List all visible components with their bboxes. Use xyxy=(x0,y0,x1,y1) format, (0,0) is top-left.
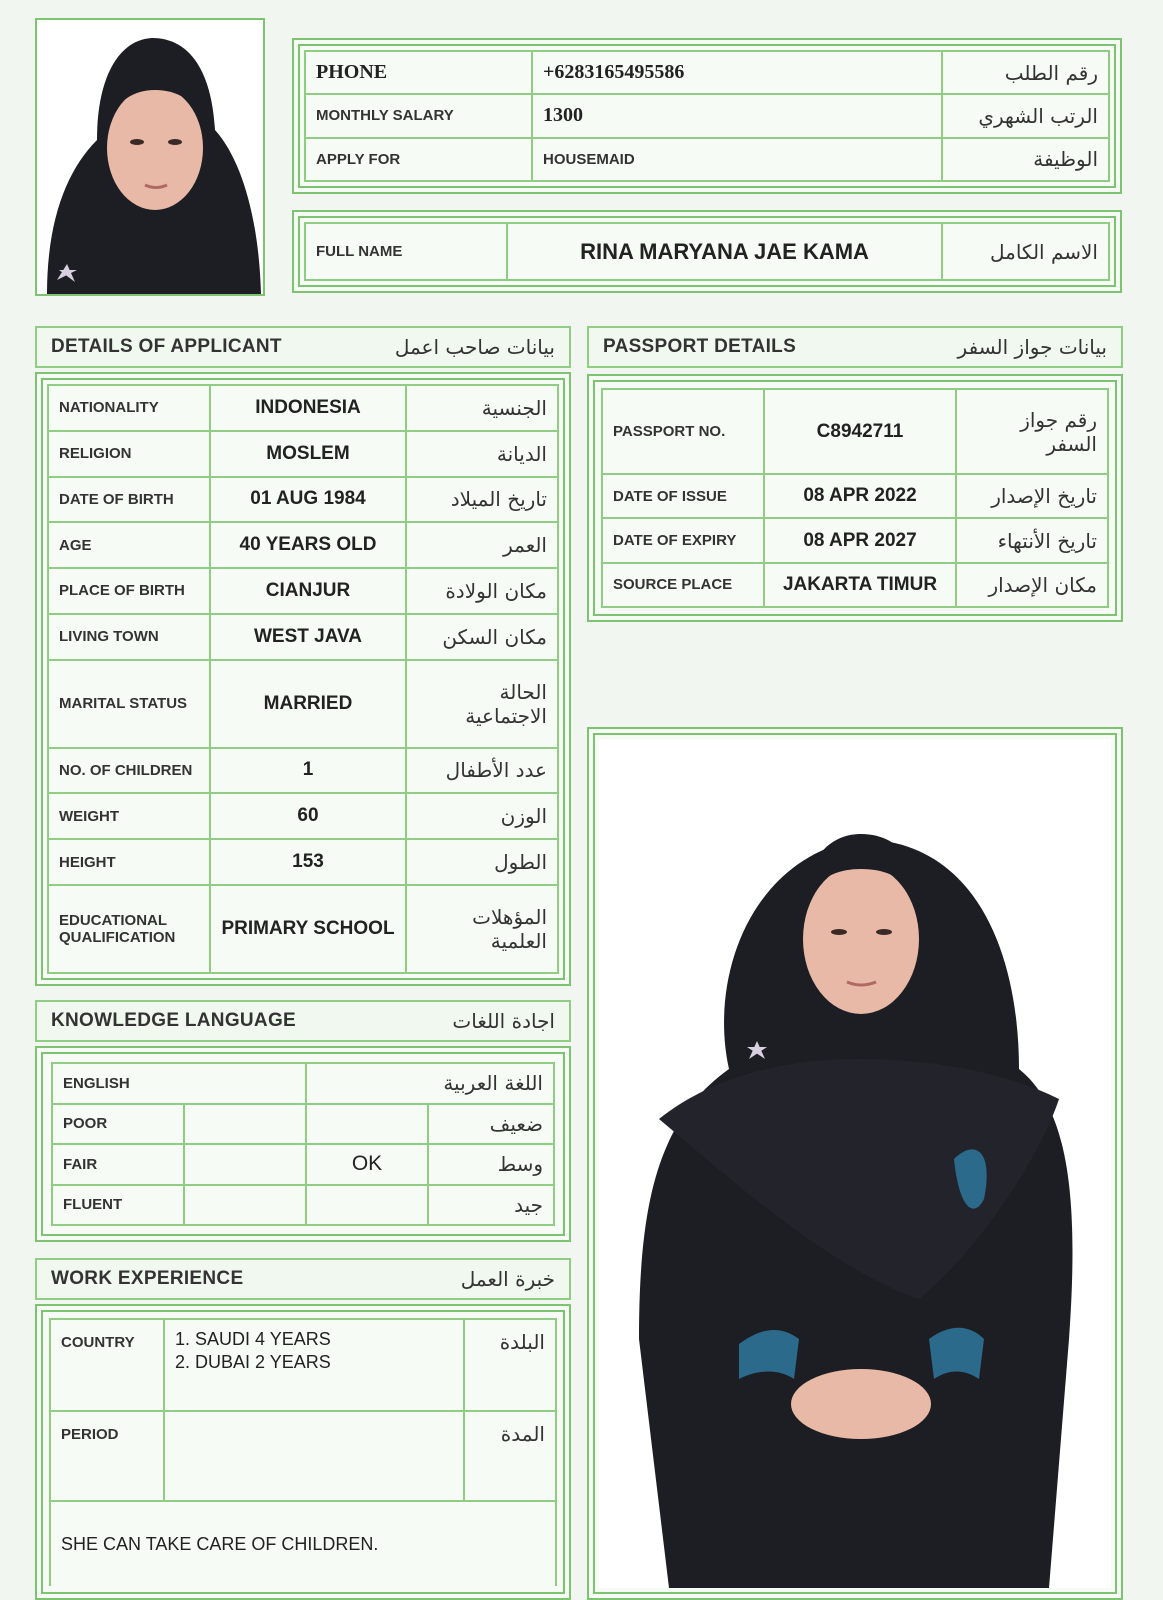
fluent-arabic xyxy=(306,1185,428,1226)
applicant-label-ar: الديانة xyxy=(406,431,558,477)
applicant-label-ar: المؤهلات العلمية xyxy=(406,885,558,973)
passport-value: 08 APR 2022 xyxy=(764,474,956,518)
applicant-label: PLACE OF BIRTH xyxy=(48,568,210,614)
passport-label: PASSPORT NO. xyxy=(602,389,764,474)
work-period-row xyxy=(50,1411,556,1501)
portrait-illustration xyxy=(37,20,263,294)
period-value xyxy=(164,1411,464,1501)
salary-label: MONTHLY SALARY xyxy=(305,94,532,137)
applicant-label: DATE OF BIRTH xyxy=(48,477,210,523)
applicant-label-ar: الوزن xyxy=(406,793,558,839)
fluent-english xyxy=(184,1185,306,1226)
applicant-header xyxy=(35,326,571,368)
level-poor: POOR xyxy=(52,1104,184,1145)
full-name-label: FULL NAME xyxy=(305,223,507,280)
apply-value: HOUSEMAID xyxy=(532,138,942,181)
country-label-ar: البلدة xyxy=(464,1319,556,1411)
full-name-label-ar: الاسم الكامل xyxy=(942,223,1109,280)
applicant-value: 1 xyxy=(210,748,406,794)
poor-english xyxy=(184,1104,306,1145)
applicant-row xyxy=(48,385,558,431)
passport-title-ar: بيانات جواز السفر xyxy=(957,335,1107,359)
work-title-ar: خبرة العمل xyxy=(460,1267,555,1291)
applicant-row xyxy=(48,614,558,660)
applicant-value: 60 xyxy=(210,793,406,839)
applicant-label: EDUCATIONAL QUALIFICATION xyxy=(48,885,210,973)
applicant-value: 01 AUG 1984 xyxy=(210,477,406,523)
applicant-row xyxy=(48,568,558,614)
phone-label: PHONE xyxy=(305,51,532,94)
level-fair-ar: وسط xyxy=(428,1144,554,1185)
apply-row xyxy=(305,138,1109,181)
period-label: PERIOD xyxy=(50,1411,164,1501)
language-header xyxy=(35,1000,571,1042)
full-body-photo-frame xyxy=(587,727,1123,1600)
language-row-fair xyxy=(52,1144,554,1185)
fair-english xyxy=(184,1144,306,1185)
language-row-fluent xyxy=(52,1185,554,1226)
applicant-label-ar: الطول xyxy=(406,839,558,885)
language-box xyxy=(35,1046,571,1242)
passport-row xyxy=(602,518,1108,562)
applicant-label: LIVING TOWN xyxy=(48,614,210,660)
applicant-label-ar: الجنسية xyxy=(406,385,558,431)
applicant-value: CIANJUR xyxy=(210,568,406,614)
full-name-table xyxy=(304,222,1110,281)
work-box xyxy=(35,1304,571,1600)
passport-label: DATE OF EXPIRY xyxy=(602,518,764,562)
work-table xyxy=(49,1318,557,1586)
passport-row xyxy=(602,389,1108,474)
passport-label-ar: مكان الإصدار xyxy=(956,563,1108,607)
country-value xyxy=(164,1319,464,1411)
applicant-row xyxy=(48,431,558,477)
work-title: WORK EXPERIENCE xyxy=(51,1268,244,1289)
applicant-value: 153 xyxy=(210,839,406,885)
applicant-row xyxy=(48,748,558,794)
passport-header xyxy=(587,326,1123,368)
level-fluent-ar: جيد xyxy=(428,1185,554,1226)
applicant-label-ar: الحالة الاجتماعية xyxy=(406,660,558,748)
contact-info-table xyxy=(304,50,1110,182)
applicant-details-table xyxy=(47,384,559,974)
applicant-value: INDONESIA xyxy=(210,385,406,431)
passport-row xyxy=(602,563,1108,607)
applicant-label-ar: مكان الولادة xyxy=(406,568,558,614)
passport-value: JAKARTA TIMUR xyxy=(764,563,956,607)
applicant-label: HEIGHT xyxy=(48,839,210,885)
applicant-label: NO. OF CHILDREN xyxy=(48,748,210,794)
passport-label-ar: تاريخ الأنتهاء xyxy=(956,518,1108,562)
level-fair: FAIR xyxy=(52,1144,184,1185)
passport-value: 08 APR 2027 xyxy=(764,518,956,562)
applicant-value: WEST JAVA xyxy=(210,614,406,660)
applicant-title: DETAILS OF APPLICANT xyxy=(51,336,282,357)
poor-arabic xyxy=(306,1104,428,1145)
applicant-row xyxy=(48,522,558,568)
passport-label: SOURCE PLACE xyxy=(602,563,764,607)
phone-row xyxy=(305,51,1109,94)
fair-arabic: OK xyxy=(306,1144,428,1185)
applicant-label: WEIGHT xyxy=(48,793,210,839)
applicant-value: MARRIED xyxy=(210,660,406,748)
applicant-details-box xyxy=(35,372,571,986)
language-title-ar: اجادة اللغات xyxy=(452,1009,555,1033)
english-label: ENGLISH xyxy=(52,1063,306,1104)
country-label: COUNTRY xyxy=(50,1319,164,1411)
applicant-value: 40 YEARS OLD xyxy=(210,522,406,568)
level-fluent: FLUENT xyxy=(52,1185,184,1226)
applicant-label-ar: مكان السكن xyxy=(406,614,558,660)
full-body-photo xyxy=(599,739,1111,1588)
salary-label-ar: الرتب الشهري xyxy=(942,94,1109,137)
country-line-2: 2. DUBAI 2 YEARS xyxy=(175,1352,331,1372)
salary-row xyxy=(305,94,1109,137)
phone-value: +6283165495586 xyxy=(532,51,942,94)
salary-value: 1300 xyxy=(532,94,942,137)
portrait-photo xyxy=(35,18,265,296)
apply-label-ar: الوظيفة xyxy=(942,138,1109,181)
language-table xyxy=(51,1062,555,1226)
arabic-label: اللغة العربية xyxy=(306,1063,554,1104)
work-header xyxy=(35,1258,571,1300)
applicant-value: MOSLEM xyxy=(210,431,406,477)
passport-label: DATE OF ISSUE xyxy=(602,474,764,518)
applicant-label-ar: تاريخ الميلاد xyxy=(406,477,558,523)
passport-title: PASSPORT DETAILS xyxy=(603,336,797,357)
passport-details-box xyxy=(587,374,1123,622)
period-label-ar: المدة xyxy=(464,1411,556,1501)
phone-label-ar: رقم الطلب xyxy=(942,51,1109,94)
applicant-label: AGE xyxy=(48,522,210,568)
work-country-row xyxy=(50,1319,556,1411)
language-row-poor xyxy=(52,1104,554,1145)
language-title: KNOWLEDGE LANGUAGE xyxy=(51,1010,297,1031)
level-poor-ar: ضعيف xyxy=(428,1104,554,1145)
full-name-value: RINA MARYANA JAE KAMA xyxy=(507,223,942,280)
applicant-row xyxy=(48,885,558,973)
applicant-row xyxy=(48,477,558,523)
applicant-value: PRIMARY SCHOOL xyxy=(210,885,406,973)
work-note: SHE CAN TAKE CARE OF CHILDREN. xyxy=(50,1501,556,1586)
applicant-label-ar: العمر xyxy=(406,522,558,568)
passport-value: C8942711 xyxy=(764,389,956,474)
applicant-label-ar: عدد الأطفال xyxy=(406,748,558,794)
contact-info-box xyxy=(292,38,1122,194)
apply-label: APPLY FOR xyxy=(305,138,532,181)
applicant-row xyxy=(48,660,558,748)
passport-row xyxy=(602,474,1108,518)
passport-label-ar: رقم جواز السفر xyxy=(956,389,1108,474)
passport-details-table xyxy=(601,388,1109,608)
work-note-row xyxy=(50,1501,556,1586)
applicant-row xyxy=(48,839,558,885)
country-line-1: 1. SAUDI 4 YEARS xyxy=(175,1329,331,1349)
full-name-box xyxy=(292,210,1122,293)
applicant-label: MARITAL STATUS xyxy=(48,660,210,748)
language-header-row xyxy=(52,1063,554,1104)
passport-label-ar: تاريخ الإصدار xyxy=(956,474,1108,518)
applicant-label: RELIGION xyxy=(48,431,210,477)
applicant-label: NATIONALITY xyxy=(48,385,210,431)
applicant-title-ar: بيانات صاحب اعمل xyxy=(394,335,555,359)
applicant-row xyxy=(48,793,558,839)
full-body-illustration xyxy=(599,739,1111,1588)
